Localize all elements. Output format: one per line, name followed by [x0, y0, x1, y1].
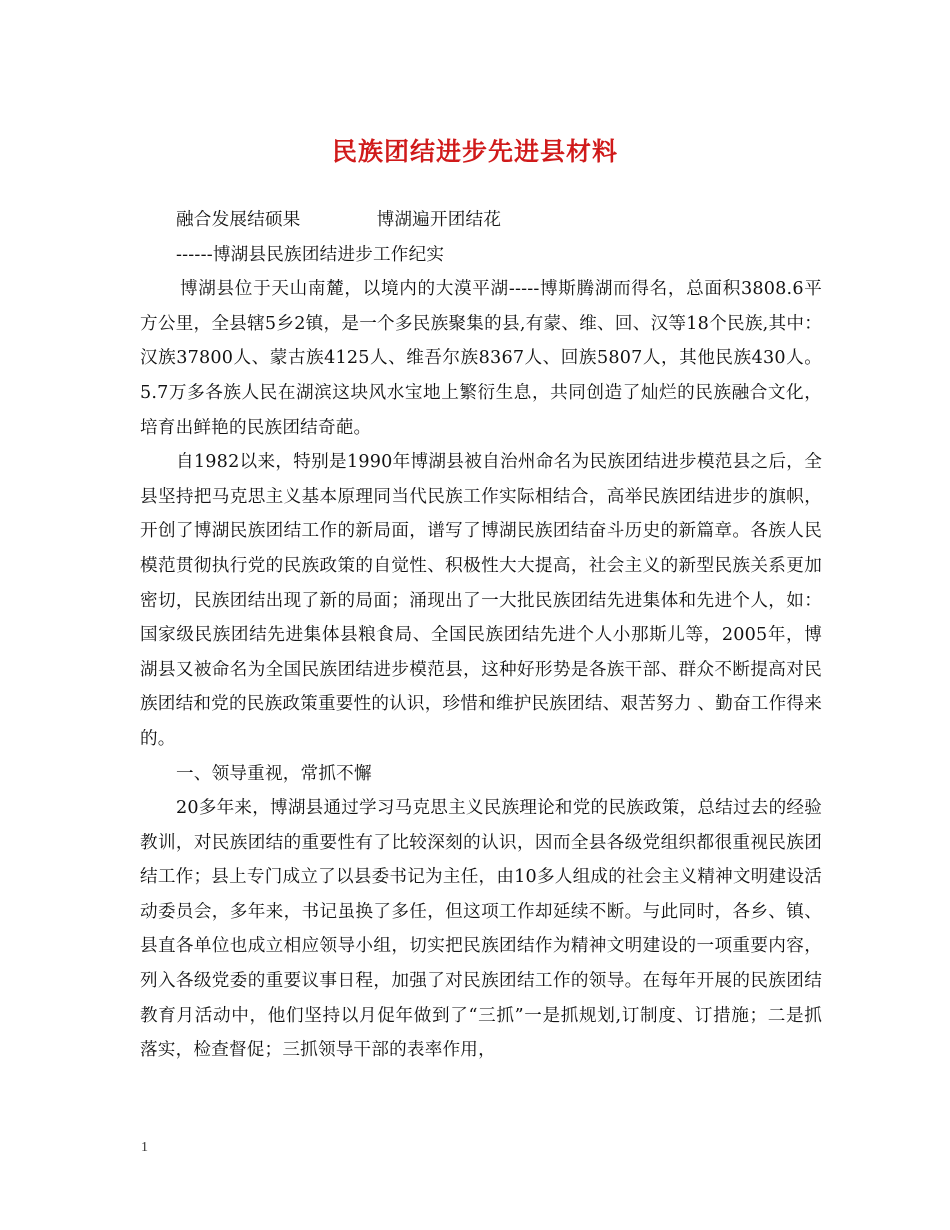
subtitle-line-2: ------博湖县民族团结进步工作纪实 [176, 244, 445, 265]
paragraph: 20多年来，博湖县通过学习马克思主义民族理论和党的民族政策，总结过去的经验教训，对民族团结的重要性有了比较深刻的认识，因而全县各级党组织都很重视民族团结工作；县上专门成立了以县委书记为主任，由10多人组成的社会主义精神文明建设活动委员会，多年来，书记虽换了多任，但这项工作却延续不断。与此同时，各乡、镇、县直各单位也成立相应领导小组，切实把民族团结作为精神文明建设的一项重要内容，列入各级党委的重要议事日程，加强了对民族团结工作的领导。在每年开展的民族团结教育月活动中，他们坚持以月促年做到了“三抓”一是抓规划,订制度、订措施；二是抓落实，检查督促；三抓领导干部的表率作用， [140, 798, 822, 1061]
subtitle-right: 博湖遍开团结花 [376, 210, 502, 230]
subtitle-line [140, 203, 822, 238]
subtitle-left: 融合发展结硕果 [176, 210, 301, 230]
paragraph: 自1982以来，特别是1990年博湖县被自治州命名为民族团结进步模范县之后，全县坚持把马克思主义基本原理同当代民族工作实际相结合，高举民族团结进步的旗帜，开创了博湖民族团结工作的新局面，谱写了博湖民族团结奋斗历史的新篇章。各族人民模范贯彻执行党的民族政策的自觉性、积极性大大提高，社会主义的新型民族关系更加密切，民族团结出现了新的局面；涌现出了一大批民族团结先进集体和先进个人，如：国家级民族团结先进集体县粮食局、全国民族团结先进个人小那斯儿等，2005年，博湖县又被命名为全国民族团结进步模范县，这种好形势是各族干部、群众不断提高对民族团结和党的民族政策重要性的认识，珍惜和维护民族团结、艰苦努力 、勤奋工作得来的。 [140, 452, 822, 749]
document-title: 民族团结进步先进县材料 [331, 137, 618, 166]
paragraph: 博湖县位于天山南麓，以境内的大漠平湖-----博斯腾湖而得名，总面积3808.6平方公里，全县辖5乡2镇，是一个多民族聚集的县,有蒙、维、回、汉等18个民族,其中：汉族37800人、蒙古族4125人、维吾尔族8367人、回族5807人，其他民族430人。5.7万多各族人民在湖滨这块风水宝地上繁衍生息，共同创造了灿烂的民族融合文化，培育出鲜艳的民族团结奇葩。 [140, 279, 822, 438]
page-number: 1 [141, 1140, 148, 1155]
document-body [140, 203, 822, 1068]
section-heading: 一、领导重视，常抓不懈 [176, 763, 372, 784]
